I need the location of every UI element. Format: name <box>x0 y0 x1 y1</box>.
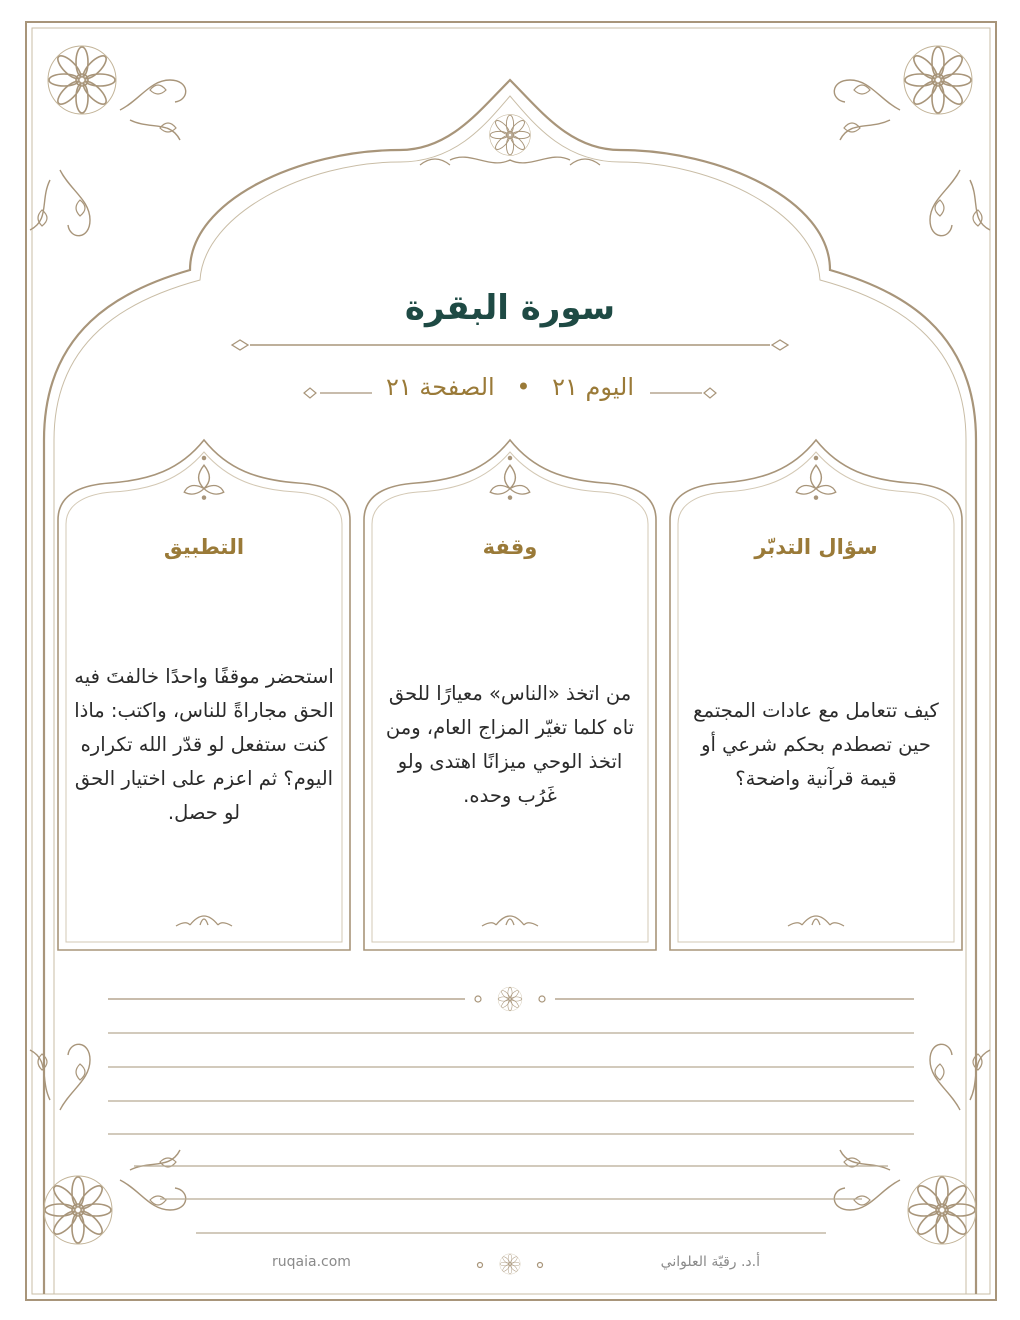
column-title-application: التطبيق <box>163 535 245 559</box>
surah-title: سورة البقرة <box>404 288 616 328</box>
page-label: الصفحة ٢١ <box>385 373 495 401</box>
column-body-reflection-question: كيف تتعامل مع عادات المجتمع حين تصطدم بحكم شرعي أو قيمة قرآنية واضحة؟ <box>693 699 939 790</box>
footer-website[interactable]: ruqaia.com <box>272 1254 351 1270</box>
footer-author: أ.د. رقيّة العلواني <box>660 1254 760 1270</box>
column-body-application: استحضر موقفًا واحدًا خالفتَ فيه الحق مجاراةً للناس، واكتب: ماذا كنت ستفعل لو قدّر الله تكراره اليوم؟ ثم اعزم على اختيار الحق لو حصل. <box>74 665 334 824</box>
day-page-subtitle <box>0 373 1020 401</box>
day-label: اليوم ٢١ <box>552 373 635 401</box>
separator-dot: • <box>516 373 531 401</box>
column-title-reflection-question: سؤال التدبّر <box>754 535 878 559</box>
column-body-pause: من اتخذ «الناس» معيارًا للحق تاه كلما تغيّر المزاج العام، ومن اتخذ الوحي ميزانًا اهتدى ولو غَرُب وحده. <box>385 682 635 807</box>
column-title-pause: وقفة <box>482 535 538 559</box>
